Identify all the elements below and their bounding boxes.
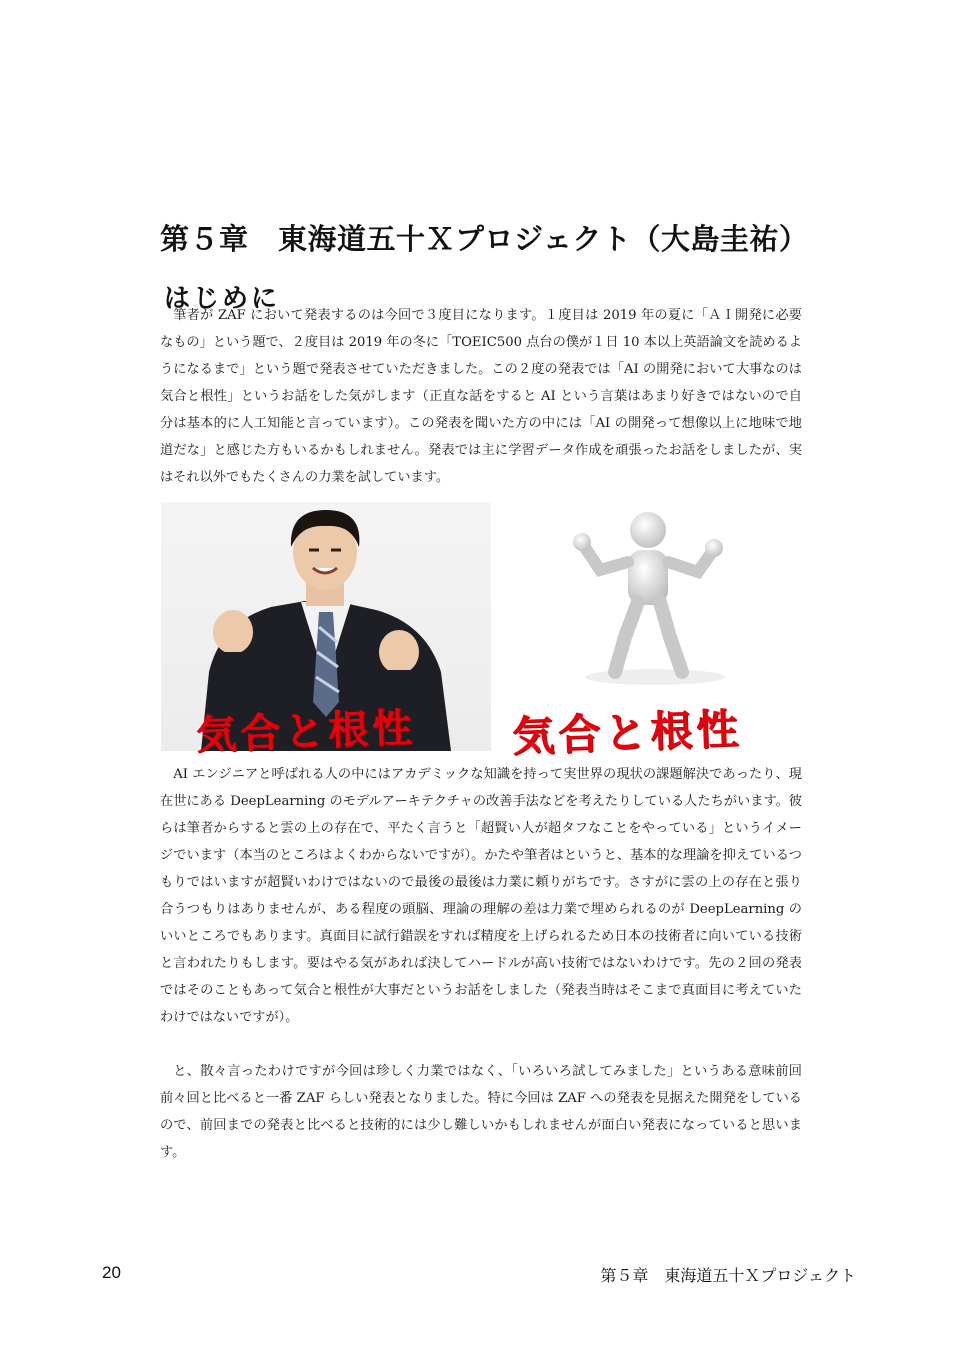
running-footer-title: 第５章 東海道五十Ｘプロジェクト bbox=[600, 1266, 856, 1285]
section-title: はじめに bbox=[164, 283, 281, 314]
slogan-caption-right: 気合と根性 bbox=[511, 703, 743, 761]
paragraph-intro: 筆者が ZAF において発表するのは今回で３度目になります。１度目は 2019 年の夏に「ＡＩ開発に必要なもの」という題で、２度目は 2019 年の冬に「TOEIC500 点台の僕が１日 10 本以上英語論文を読めるようになるまで」という題で発表させていただきました。この２度の発表では「AI の開発において大事なのは気合と根性」というお話をした気がします（正直な話をすると AI という言葉はあまり好きではないので自分は基本的に人工知能と言っています）。この発表を聞いた方の中には「AI の開発って想像以上に地味で地道だな」と感じた方もいるかもしれません。発表では主に学習データ作成を頑張ったお話をしましたが、実はそれ以外でもたくさんの力業を試しています。 bbox=[160, 308, 802, 485]
paragraph-this-time: と、散々言ったわけですが今回は珍しく力業ではなく、「いろいろ試してみました」というある意味前回前々回と比べると一番 ZAF らしい発表となりました。特に今回は ZAF への発表を見据えた開発をしているので、前回までの発表と比べると技術的には少し難しいかもしれませんが面白い発表になっていると思います。 bbox=[160, 1064, 802, 1160]
slogan-caption-left: 気合と根性 bbox=[195, 704, 417, 759]
page-number: 20 bbox=[102, 1263, 121, 1282]
chapter-title: 第５章 東海道五十Ｘプロジェクト（大島圭祐） bbox=[160, 222, 809, 257]
paragraph-ai-engineers: AI エンジニアと呼ばれる人の中にはアカデミックな知識を持って実世界の現状の課題解決であったり、現在世にある DeepLearning のモデルアーキテクチャの改善手法などを考えたりしている人たちがいます。彼らは筆者からすると雲の上の存在で、平たく言うと「超賢い人が超タフなことをやっている」というイメージでいます（本当のところはよくわからないですが）。かたや筆者はというと、基本的な理論を抑えているつもりではいますが超賢いわけではないので最後の最後は力業に頼りがちです。さすがに雲の上の存在と張り合うつもりはありませんが、ある程度の頭脳、理論の理解の差は力業で埋められるのが DeepLearning のいいところでもあります。真面目に試行錯誤をすれば精度を上げられるため日本の技術者に向いている技術と言われたりもします。要はやる気があれば決してハードルが高い技術ではないわけです。先の２回の発表ではそのこともあって気合と根性が大事だというお話をしました（発表当時はそこまで真面目に考えていたわけではないですが）。 bbox=[160, 767, 802, 1025]
